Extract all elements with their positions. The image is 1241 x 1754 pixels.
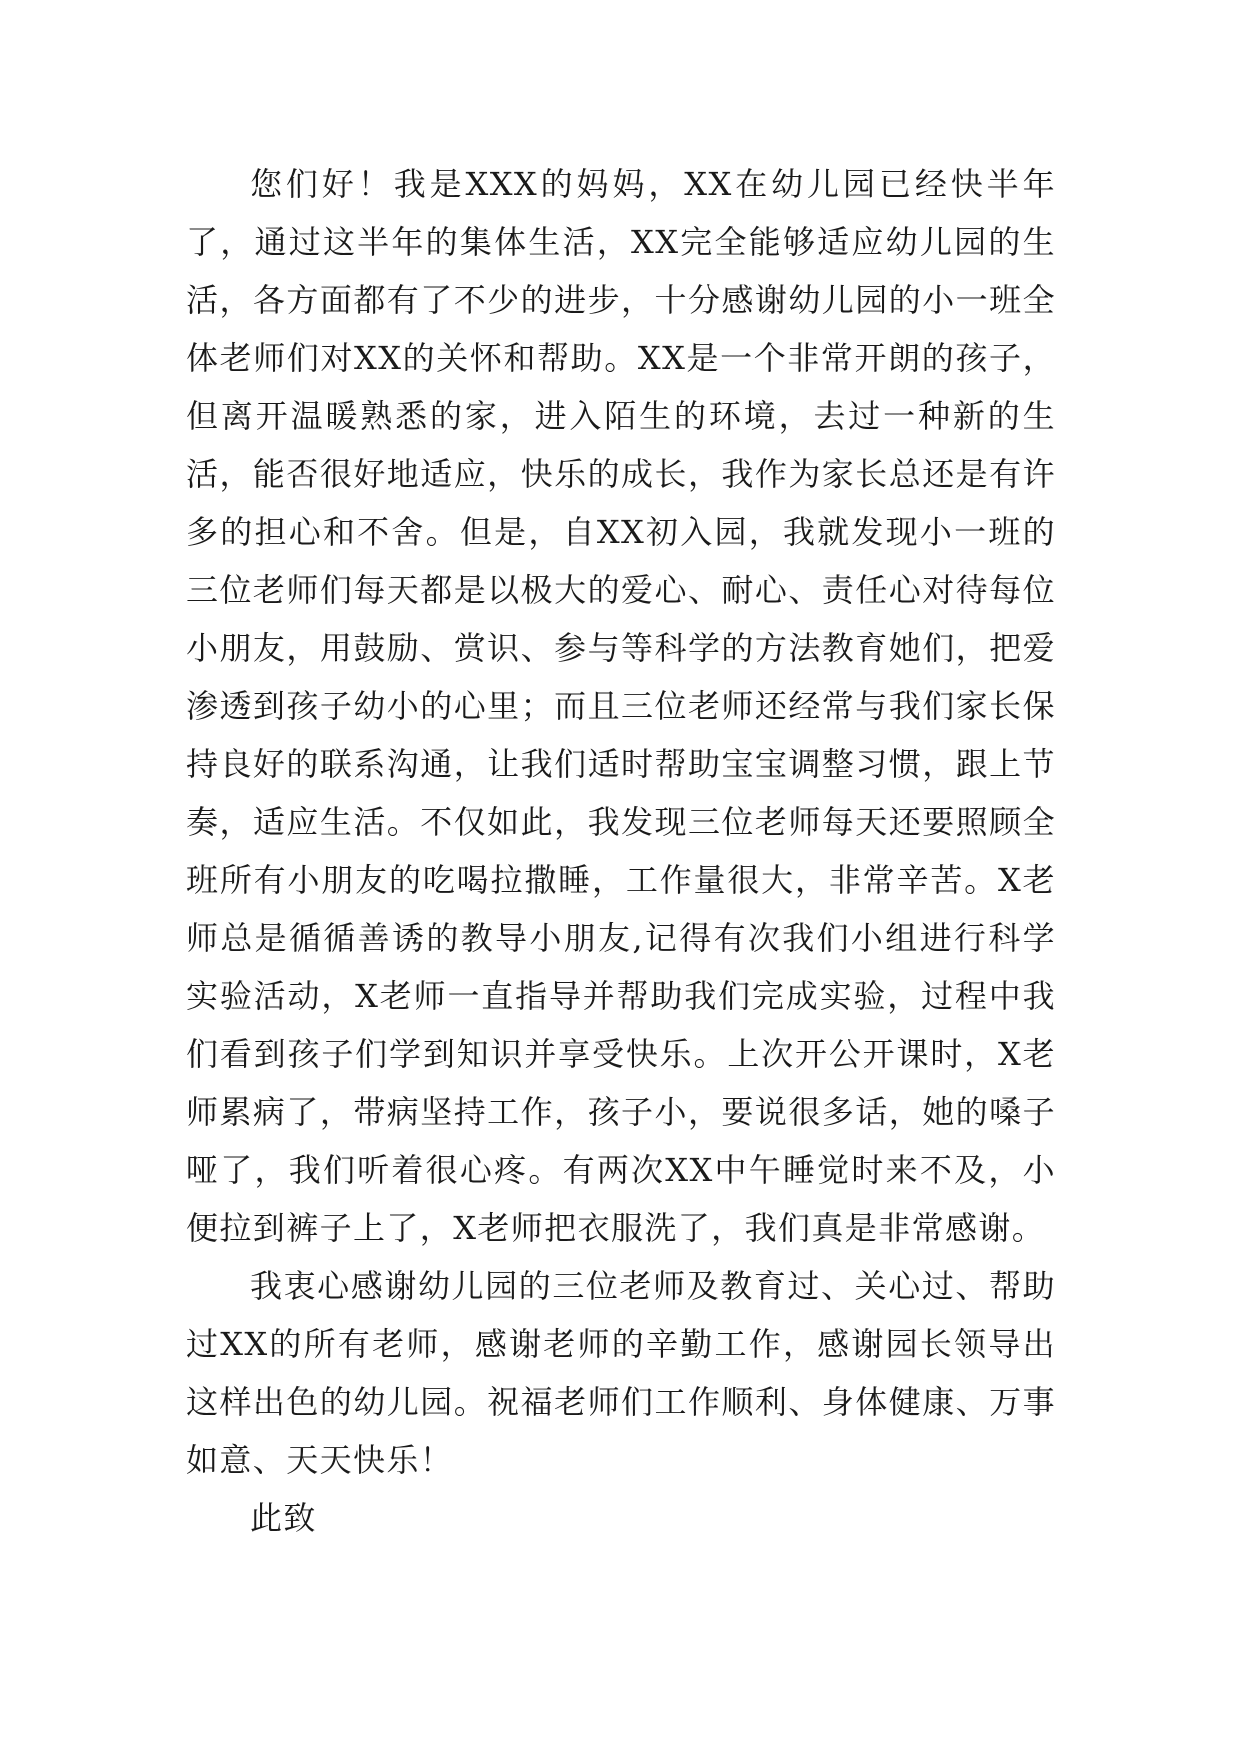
letter-paragraph-greeting: 您们好！我是XXX的妈妈，XX在幼儿园已经快半年了，通过这半年的集体生活，XX完全能够适应幼儿园的生活，各方面都有了不少的进步，十分感谢幼儿园的小一班全体老师们对XX的关怀和帮助。XX是一个非常开朗的孩子，但离开温暖熟悉的家，进入陌生的环境，去过一种新的生活，能否很好地适应，快乐的成长，我作为家长总还是有许多的担心和不舍。但是，自XX初入园，我就发现小一班的三位老师们每天都是以极大的爱心、耐心、责任心对待每位小朋友，用鼓励、赏识、参与等科学的方法教育她们，把爱渗透到孩子幼小的心里；而且三位老师还经常与我们家长保持良好的联系沟通，让我们适时帮助宝宝调整习惯，跟上节奏，适应生活。不仅如此，我发现三位老师每天还要照顾全班所有小朋友的吃喝拉撒睡，工作量很大，非常辛苦。X老师总是循循善诱的教导小朋友,记得有次我们小组进行科学实验活动，X老师一直指导并帮助我们完成实验，过程中我们看到孩子们学到知识并享受快乐。上次开公开课时，X老师累病了，带病坚持工作，孩子小，要说很多话，她的嗓子哑了，我们听着很心疼。有两次XX中午睡觉时来不及，小便拉到裤子上了，X老师把衣服洗了，我们真是非常感谢。: [186, 165, 1056, 1247]
letter-body: [186, 155, 1056, 1547]
letter-paragraph-thanks: 我衷心感谢幼儿园的三位老师及教育过、关心过、帮助过XX的所有老师，感谢老师的辛勤工作，感谢园长领导出这样出色的幼儿园。祝福老师们工作顺利、身体健康、万事如意、天天快乐！: [186, 1267, 1056, 1479]
letter-closing: 此致: [250, 1499, 317, 1537]
